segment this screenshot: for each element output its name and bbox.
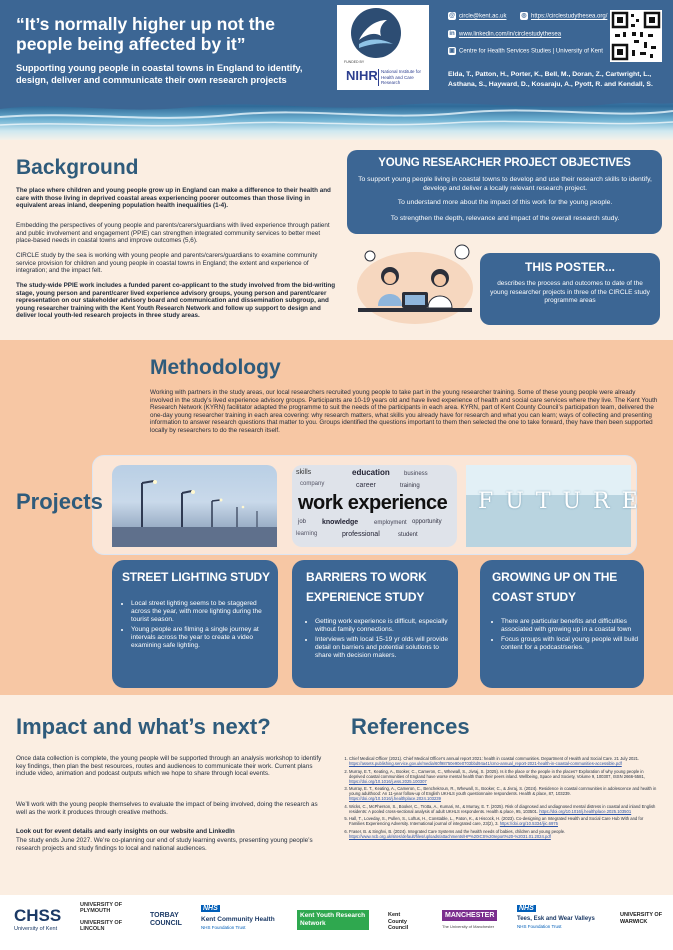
future-letter: F <box>478 489 506 514</box>
nihr-funded-label: FUNDED BY <box>344 60 365 64</box>
reference-item: 1. Chief Medical Officer (2021). Chief Medical Officer’s annual report 2021: health in coastal communities. Department of Health and Social Care. 21 July 2021. https://assets.publishing.service.gov.uk/media/60f98750e90e0703bbd94a41/cmo-annual_report-2021-health-in-coastal-communities-accessible.pdf <box>349 756 660 766</box>
reference-item: 6. Fraser, B. & Singhvi, B. (2024). Integrated Care Systems and the health needs of babies, children and young people. https://www.ncb.org.uk/sites/default/files/uploads/attachments/HP%20ICS%20report%20-%2031.01.2024.pdf <box>349 829 660 839</box>
contact-linkedin[interactable]: in www.linkedin.com/in/circlestudythesea <box>449 31 562 38</box>
kch-logo: Kent Community Health <box>201 916 275 923</box>
contact-centre: ▣ Centre for Health Services Studies | University of Kent <box>449 48 603 55</box>
word-cloud-word: training <box>400 483 420 489</box>
building-icon: ▣ <box>449 48 455 54</box>
chss-logo-sub: University of Kent <box>14 926 58 932</box>
word-cloud-word: company <box>300 481 325 487</box>
impact-paragraph-2: We’ll work with the young people themselves to evaluate the impact of being involved, doing the research as well as the work it produces through creative methods. <box>16 801 318 816</box>
references-heading: References <box>351 714 470 739</box>
reference-link[interactable]: https://doi.org/10.1016/j.wss.2025.100307 <box>349 778 427 784</box>
references-list <box>340 756 660 841</box>
nihr-logo: NIHR <box>346 68 378 83</box>
word-cloud-word: business <box>404 471 428 477</box>
word-cloud-word: professional <box>342 531 380 538</box>
background-paragraph-3: CIRCLE study by the sea is working with young people and parents/carers/guardians to examine community service provision for children and young people in coastal towns in England; the extent and experience of integration; and the impact felt. <box>16 252 318 275</box>
objective-item: To understand more about the impact of this work for the young people. <box>397 199 613 206</box>
impact-paragraph-1: Once data collection is complete, the young people will be supported through an analysis workshop to identify key findings, then plan the best resources, routes and audiences to communicate their work. Current plans include video, animation and podcast outputs which we hope to share through local events. <box>16 755 322 778</box>
word-cloud-word: learning <box>296 531 318 537</box>
word-cloud-word: employment <box>374 520 407 526</box>
reference-item: 2. Murray, E.T., Keating, A., Booker, C., Cameron, C., Whewall, S., Jivraj, S. (2025). Is it the place or the people in the places? Exploration of why young people in deprived coastal communities of England have worse mental health than their peers inland. Wellbeing, Space and Society, Volume 9, 100307, ISSN 2666-5581, https://doi.org/10.1016/j.wss.2025.100307 <box>349 769 660 784</box>
project-bullets <box>306 618 456 662</box>
word-cloud-main-word: work experience <box>298 492 448 514</box>
contact-email[interactable]: @ circle@kent.ac.uk <box>449 13 507 20</box>
project-bullet: • Young people are filming a single journey at intervals across the year to create a video examining safe lighting. <box>131 626 272 650</box>
tewv-logo-sub: NHS Foundation Trust <box>517 924 562 929</box>
linkedin-icon: in <box>449 31 455 37</box>
methodology-text: Working with partners in the study areas, our local researchers recruited young people to take part in the young researcher training. Some of these young people were already involved in the study’s lived experience advisory groups. Participants are 10-19 years old and have lived experience of health and social care services where they live. The Kent Youth Research Network (KYRN) facilitator adapted the programme to suit the needs of the participants in each area. KYRN, part of Kent County Council’s participation team, delivered the one-day young researcher training in each area covering: why research matters, what skills you already have for research and what you can learn; ways of collecting and presenting information to answer research questions that matter to you. Groups identified the questions important to them then selected the one to take forward, they have then been supported locally by researchers to do the research itself. <box>150 389 658 434</box>
impact-paragraph-3: The study ends June 2027. We’re co-planning our end of study learning events, presenting young people’s research projects and study findings to local and national audiences. <box>16 837 313 852</box>
kcc-logo: Kent County Council <box>388 912 409 931</box>
future-letter: E <box>621 489 650 514</box>
globe-icon: ◎ <box>521 13 527 19</box>
word-cloud-word: career <box>356 482 376 489</box>
project-title: BARRIERS TO WORK <box>306 570 427 584</box>
background-paragraph-4: The study-wide PPIE work includes a funded parent co-applicant to the study involved from the bid-writing stage, young person and parent/carer lived experience advisory groups, young person and parent/carer representation on our stakeholder advisory board and communication and dissemination subgroup, and young researcher training with the Kent Youth Research Network and follow up support to design and deliver local youth-led research projects in three study areas. <box>16 282 336 320</box>
reference-link[interactable]: https://www.ncb.org.uk/sites/default/files/uploads/attachments/HP%20ICS%20report%20-%2031.01.2024.pdf <box>349 833 551 839</box>
qr-code[interactable] <box>610 10 662 62</box>
project-bullet: • Focus groups with local young people will build content for a podcast/series. <box>501 636 640 652</box>
poster-title: “It’s normally higher up not the people being affected by it” <box>16 14 275 54</box>
work-experience-word-cloud <box>292 465 457 547</box>
future-letter: U <box>562 489 594 514</box>
future-letter: U <box>505 489 536 514</box>
sea-waves-banner <box>0 95 673 140</box>
circle-study-logo <box>351 8 401 58</box>
reference-link[interactable]: https://assets.publishing.service.gov.uk/media/60f98750e90e0703bbd94a41/cmo-annual_report-2021-health-in-coastal-communities-accessible.pdf <box>349 761 622 766</box>
project-bullets <box>122 600 272 652</box>
warwick-logo: UNIVERSITY OF WARWICK <box>620 912 663 925</box>
projects-heading: Projects <box>16 489 103 514</box>
reference-link[interactable]: https://doi.org/10.1016/j.healthplace.2025.103501 <box>539 808 632 814</box>
word-cloud-word: education <box>352 468 390 477</box>
background-heading: Background <box>16 156 139 179</box>
manchester-logo: MANCHESTER <box>442 910 497 921</box>
future-beach-photo <box>466 465 650 547</box>
project-bullet: • Local street lighting seems to be staggered across the year, with more lighting during the tourist season. <box>131 600 272 624</box>
tewv-logo: Tees, Esk and Wear Valleys <box>517 916 595 922</box>
project-bullet: • Interviews with local 15-19 yr olds will provide detail on barriers and potential solutions to share with decision makers. <box>315 636 456 660</box>
street-lighting-photo <box>112 465 277 547</box>
researchers-illustration <box>350 238 480 328</box>
email-icon: @ <box>449 13 455 19</box>
word-cloud-word: job <box>298 519 307 525</box>
methodology-heading: Methodology <box>150 356 281 379</box>
tewv-nhs-logo: NHS <box>519 905 534 912</box>
reference-link[interactable]: https://doi.org/10.5334/ijic.6975 <box>499 821 558 826</box>
kch-logo-sub: NHS Foundation Trust <box>201 925 246 930</box>
torbay-logo: TORBAY COUNCIL <box>150 912 182 927</box>
this-poster-text: describes the process and outcomes to date of the young researcher projects in three of the CIRCLE study programme areas <box>490 280 650 304</box>
plymouth-logo: UNIVERSITY OF PLYMOUTH <box>80 902 123 914</box>
project-bullets <box>492 618 640 654</box>
reference-item: 4. Wicks, C., McPherson, S., Booker, C., Trotta, A., Kumari, M., & Murray, E. T. (2025). Risk of diagnosed and undiagnosed mental distress in coastal and inland English residents: A pooled cross-sectional analysis of adult UKHLS respondents. Health & place, 95, 103501. https://doi.org/10.1016/j.healthplace.2025.103501 <box>349 804 660 814</box>
reference-link[interactable]: https://doi.org/10.1016/j.healthplace.2024.103239 <box>349 796 441 801</box>
word-cloud-word: skills <box>296 469 312 476</box>
project-title-line-2: EXPERIENCE STUDY <box>306 590 425 604</box>
reference-item: 5. Hall, T., Loveday, S., Pullen, S., Loftus, H., Constable, L., Paton, K., & Hiscock, H. (2023). Co-designing an Integrated Health and Social Care Hub With and for Families Experiencing Adversity. International journal of integrated care, 23(2), 3. https://doi.org/10.5334/ijic.6975 <box>349 816 660 826</box>
this-poster-title: THIS POSTER... <box>524 260 615 274</box>
chss-logo: CHSS <box>14 906 62 925</box>
impact-heading: Impact and what’s next? <box>16 714 271 739</box>
word-cloud-word: knowledge <box>322 519 359 526</box>
kch-nhs-logo: NHS <box>203 905 218 912</box>
background-paragraph-1: The place where children and young people grow up in England can make a difference to their health and care with those living in deprived coastal areas experiencing poorer outcomes than those living in equivalent areas inland, deepening population health inequalities (1-4). <box>16 187 331 210</box>
impact-highlight: Look out for event details and early insights on our website and LinkedIn <box>16 828 235 835</box>
future-letter: R <box>593 489 622 514</box>
poster-subtitle: Supporting young people in coastal towns in England to identify, design, deliver and communicate their own research projects <box>16 63 303 85</box>
project-bullet: • There are particular benefits and difficulties associated with growing up in a coastal town <box>501 618 640 634</box>
lincoln-logo: UNIVERSITY OF LINCOLN <box>80 920 123 932</box>
contact-website[interactable]: ◎ https://circlestudythesea.org/ <box>521 13 608 20</box>
author-list: Elda, T., Patton, H., Porter, K., Bell, M., Doran, Z., Cartwright, L., Asthana, S., Hayward, D., Kosaraju, A., Pyott, R. and Kendall, S. <box>448 71 653 88</box>
project-title: GROWING UP ON THE <box>492 570 618 584</box>
objective-item: To strengthen the depth, relevance and impact of the overall research study. <box>390 215 620 222</box>
word-cloud-word: opportunity <box>412 519 442 525</box>
project-title: STREET LIGHTING STUDY <box>122 570 270 584</box>
reference-item: 3. Murray, E. T., Keating, A., Cameron, C., Benchekroun, R., Whewall, S., Booker, C., & Jivraj, S. (2024). Residence in coastal communities in adolescence and health in young adulthood: An 11-year follow-up of English UKHLS youth questionnaire respondents. Health & place, 87, 103239. https://doi.org/10.1016/j.healthplace.2024.103239 <box>349 786 660 801</box>
manchester-logo-sub: The University of Manchester <box>442 924 495 929</box>
background-paragraph-2: Embedding the perspectives of young people and parents/carers/guardians with lived experience through patient and public involvement and engagement (PPIE) can strengthen integrated community services to better meet place-based needs in coastal towns and improve outcomes (5,6). <box>16 222 330 245</box>
objective-item: To support young people living in coastal towns to develop and use their research skills to identify, develop and deliver a locally relevant research project. <box>358 176 652 192</box>
objectives-title: YOUNG RESEARCHER PROJECT OBJECTIVES <box>378 157 631 169</box>
nihr-name: National Institute for Health and Care Research <box>378 69 430 86</box>
project-title-line-2: COAST STUDY <box>492 590 576 604</box>
word-cloud-word: student <box>398 532 418 538</box>
kyrn-logo: Kent Youth Research Network <box>297 910 369 930</box>
project-bullet: • Getting work experience is difficult, especially without family connections. <box>315 618 456 634</box>
future-letter: T <box>535 489 563 514</box>
